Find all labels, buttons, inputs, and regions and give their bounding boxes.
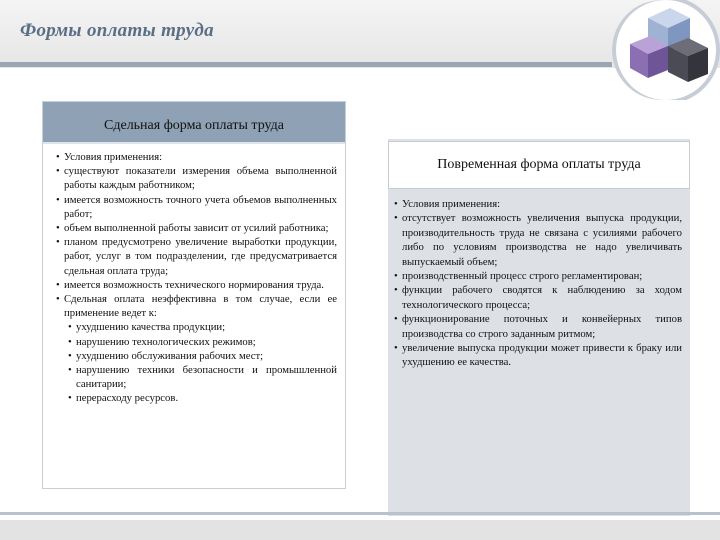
list-item: • объем выполненной работы зависит от усилий работника; <box>56 221 337 235</box>
time-based-panel-title: Повременная форма оплаты труда <box>437 157 641 172</box>
time-based-panel <box>388 139 690 516</box>
sub-list-item: • ухудшению качества продукции; <box>60 320 337 334</box>
list-item: • функции рабочего сводятся к наблюдению за ходом технологического процесса; <box>394 283 682 312</box>
sub-list-item: • ухудшению обслуживания рабочих мест; <box>60 349 337 363</box>
sub-list-item: • перерасходу ресурсов. <box>60 391 337 405</box>
list-item: • Условия применения: <box>394 197 682 211</box>
list-item: • функционирование поточных и конвейерных типов производства со строго заданным ритмом; <box>394 312 682 341</box>
title-underline <box>0 62 612 67</box>
list-item: • отсутствует возможность увеличения выпуска продукции, производительность труда не связана с усилиями рабочего либо по условиям производства не надо увеличивать выпускаемый объем; <box>394 211 682 269</box>
list-item: • планом предусмотрено увеличение выработки продукции, работ, услуг в том подразделении, где предусматривается сдельная оплата труда; <box>56 235 337 278</box>
piecework-panel <box>42 101 346 489</box>
piecework-list <box>56 150 337 320</box>
list-item: • Сдельная оплата неэффективна в том случае, если ее применение ведет к: <box>56 292 337 320</box>
sub-list-item: • нарушению техники безопасности и промышленной санитарии; <box>60 363 337 391</box>
piecework-sublist <box>56 320 337 405</box>
footer-band <box>0 520 720 540</box>
page-title: Формы оплаты труда <box>20 20 214 41</box>
footer-divider <box>0 512 720 515</box>
piecework-panel-body <box>43 144 345 406</box>
piecework-panel-title: Сдельная форма оплаты труда <box>104 118 284 133</box>
cubes-logo-icon <box>612 0 720 100</box>
list-item: • Условия применения: <box>56 150 337 164</box>
list-item: • производственный процесс строго регламентирован; <box>394 269 682 283</box>
time-based-panel-body <box>388 189 690 370</box>
sub-list-item: • нарушению технологических режимов; <box>60 335 337 349</box>
piecework-panel-header <box>43 102 345 144</box>
list-item: • имеется возможность точного учета объемов выполненных работ; <box>56 193 337 221</box>
list-item: • увеличение выпуска продукции может привести к браку или ухудшению ее качества. <box>394 341 682 370</box>
list-item: • существуют показатели измерения объема выполненной работы каждым работником; <box>56 164 337 192</box>
list-item: • имеется возможность технического нормирования труда. <box>56 278 337 292</box>
time-based-list <box>394 197 682 370</box>
time-based-panel-header <box>388 141 690 189</box>
